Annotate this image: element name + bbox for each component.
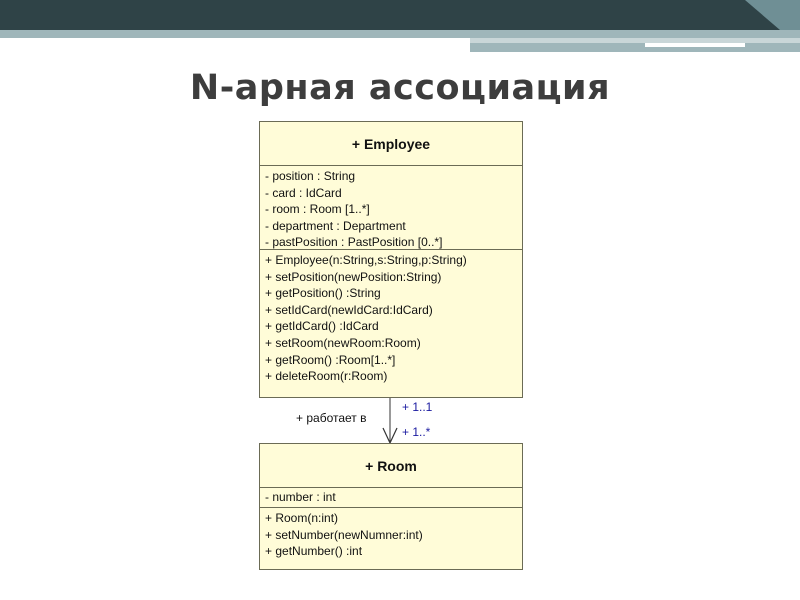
employee-attribute: - card : IdCard bbox=[265, 185, 342, 200]
employee-operation: + setPosition(newPosition:String) bbox=[265, 269, 442, 284]
employee-operation: + getPosition() :String bbox=[265, 286, 381, 301]
employee-operation: + deleteRoom(r:Room) bbox=[265, 369, 388, 384]
room-class-box bbox=[259, 443, 523, 570]
employee-attribute: - position : String bbox=[265, 169, 356, 183]
room-class-name: + Room bbox=[260, 444, 522, 488]
employee-attribute: - room : Room [1..*] bbox=[265, 202, 370, 217]
employee-attributes bbox=[260, 166, 522, 250]
room-operation: + Room(n:int) bbox=[265, 511, 339, 525]
room-operations bbox=[260, 508, 522, 562]
room-attribute: - number : int bbox=[265, 490, 336, 504]
multiplicity-bottom: + 1..* bbox=[402, 425, 431, 439]
employee-operation: + getIdCard() :IdCard bbox=[265, 319, 379, 334]
employee-class-name: + Employee bbox=[260, 122, 522, 166]
association-label: + работает в bbox=[296, 411, 367, 425]
room-operation: + getNumber() :int bbox=[265, 544, 363, 559]
employee-attribute: - pastPosition : PastPosition [0..*] bbox=[265, 235, 443, 250]
slide-title: N-арная ассоциация bbox=[189, 68, 611, 108]
employee-operations bbox=[260, 250, 522, 387]
employee-operation: + setIdCard(newIdCard:IdCard) bbox=[265, 302, 433, 317]
employee-class-box bbox=[259, 121, 523, 398]
employee-operation: + Employee(n:String,s:String,p:String) bbox=[265, 253, 467, 267]
employee-operation: + setRoom(newRoom:Room) bbox=[265, 335, 421, 350]
room-operation: + setNumber(newNumner:int) bbox=[265, 527, 423, 542]
employee-attribute: - department : Department bbox=[265, 218, 406, 233]
room-attributes bbox=[260, 488, 522, 508]
multiplicity-top: + 1..1 bbox=[402, 400, 433, 414]
employee-operation: + getRoom() :Room[1..*] bbox=[265, 352, 396, 367]
